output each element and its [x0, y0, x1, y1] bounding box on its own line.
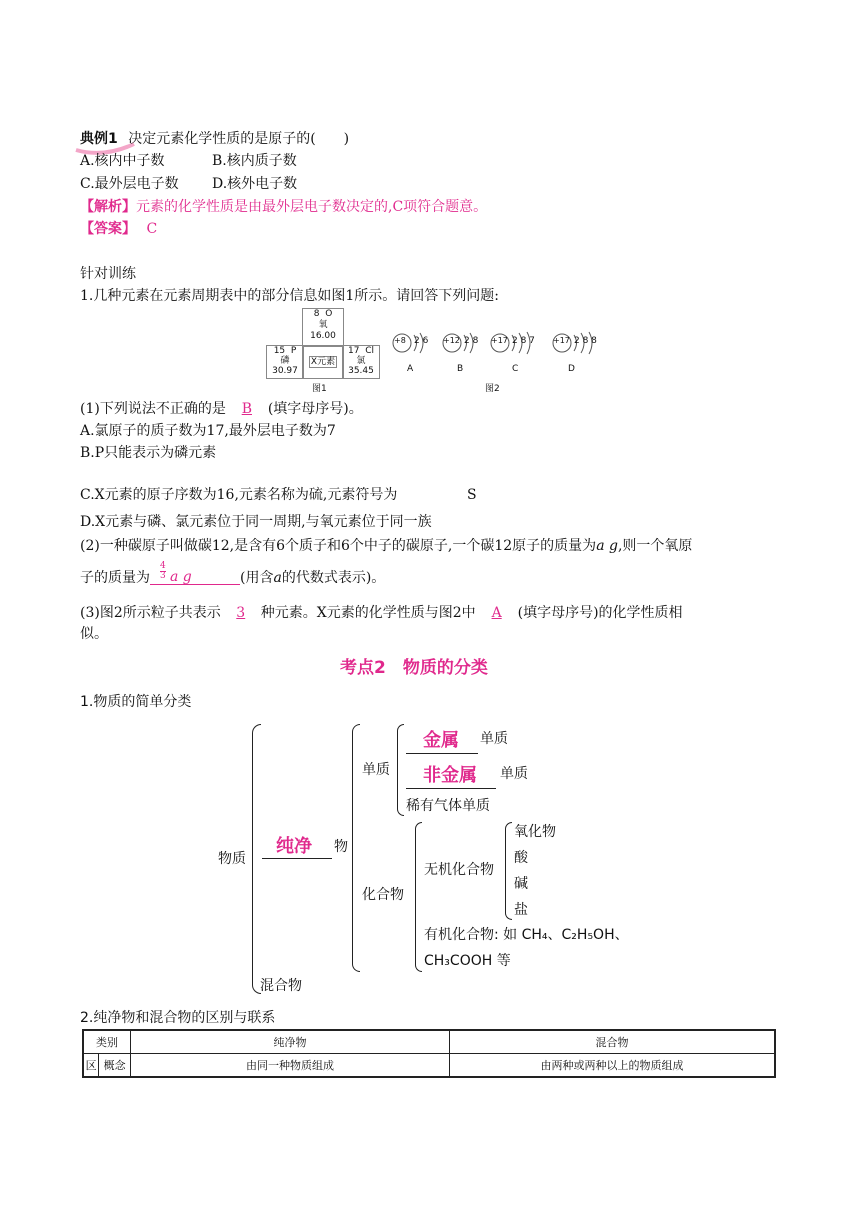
q1-part2-line2: 子的质量为 4 3 a g (用含a的代数式表示)。: [80, 561, 386, 586]
section2-title: 考点2 物质的分类: [340, 658, 488, 678]
element-cell-phosphorus: 15 P 磷 30.97: [266, 345, 304, 379]
table-row: [83, 1054, 775, 1078]
brace-pure: [352, 724, 360, 972]
training-title: 针对训练: [80, 266, 136, 282]
row-mixture-cell: 由两种或两种以上的物质组成: [450, 1054, 776, 1078]
analysis-label: 【解析】: [80, 199, 136, 215]
example-analysis: [80, 197, 487, 217]
answer-value: C: [146, 221, 158, 237]
atom-a: +8 2 6 A: [392, 331, 438, 359]
p3-answer1: 3: [236, 605, 246, 621]
tree-inorganic: 无机化合物: [424, 862, 494, 878]
atom-b: +12 2 8 B: [442, 331, 488, 359]
comparison-table: [82, 1029, 776, 1078]
brace-elemental: [397, 724, 404, 816]
statement-c-symbol: S: [467, 487, 477, 503]
q1-part3-line1: (3)图2所示粒子共表示 3 种元素。X元素的化学性质与图2中 A (填字母序号)的化学性质相: [80, 605, 683, 621]
figure1-caption: 图1: [312, 384, 327, 394]
example-option-d: D.核外电子数: [212, 176, 298, 192]
p2-fraction: 4 3: [160, 561, 166, 581]
p2-answer: 4 3 a g: [150, 568, 240, 585]
row-group-label: 区: [83, 1054, 99, 1078]
example-answer: [80, 219, 157, 239]
statement-b: B.P只能表示为磷元素: [80, 445, 217, 461]
tree-compound: 化合物: [362, 887, 404, 903]
atom-d: +17 2 8 8 D: [552, 331, 608, 359]
answer-label: 【答案】: [80, 221, 136, 237]
section2-sub1: 1.物质的简单分类: [80, 694, 192, 710]
tree-salt: 盐: [514, 902, 528, 918]
header-mixture: 混合物: [450, 1030, 776, 1054]
table-header-row: [83, 1030, 775, 1054]
example-options-row2: [80, 174, 298, 194]
header-pure: 纯净物: [131, 1030, 450, 1054]
row-pure-cell: 由同一种物质组成: [131, 1054, 450, 1078]
nonmetal-answer-line: [406, 788, 496, 789]
row-label: 概念: [99, 1054, 131, 1078]
statement-d: D.X元素与磷、氯元素位于同一周期,与氧元素位于同一族: [80, 514, 432, 530]
tree-acid: 酸: [514, 850, 528, 866]
tree-oxide: 氧化物: [514, 824, 556, 840]
statement-a: A.氯原子的质子数为17,最外层电子数为7: [80, 423, 336, 439]
pure-answer: 纯净: [276, 836, 312, 857]
tree-organic-line2: CH₃COOH 等: [424, 953, 511, 969]
tree-elemental: 单质: [362, 762, 390, 778]
atom-c: +17 2 8 7 C: [490, 331, 546, 359]
metal-suffix: 单质: [480, 731, 508, 747]
tree-mixture: 混合物: [260, 978, 302, 994]
analysis-text: 元素的化学性质是由最外层电子数决定的,C项符合题意。: [136, 199, 488, 215]
section2-sub2: 2.纯净物和混合物的区别与联系: [80, 1010, 276, 1026]
element-cell-chlorine: 17 Cl 氯 35.45: [342, 345, 380, 379]
q1-part3-line2: 似。: [80, 626, 108, 642]
atom-a-group: [392, 331, 642, 391]
pure-answer-line: [262, 858, 332, 859]
header-category: 类别: [83, 1030, 131, 1054]
q1-part2-line1: (2)一种碳原子叫做碳12,是含有6个质子和6个中子的碳原子,一个碳12原子的质量为a g,则一个氧原: [80, 538, 693, 554]
tree-base: 碱: [514, 876, 528, 892]
example-option-c: C.最外层电子数: [80, 176, 179, 192]
example-option-a: A.核内中子数: [80, 153, 165, 169]
example-question-line: [80, 129, 349, 149]
p1-answer: B: [241, 401, 252, 417]
nonmetal-answer: 非金属: [423, 765, 477, 786]
example-options-row1: [80, 151, 297, 171]
example-option-b: B.核内质子数: [212, 153, 297, 169]
example-tag: 典例1: [80, 131, 118, 147]
brace-root: [252, 724, 261, 994]
element-cell-oxygen: 8 O 氧 16.00: [302, 308, 344, 347]
brace-inorganic: [505, 822, 512, 920]
example-question: 决定元素化学性质的是原子的( ): [128, 131, 350, 147]
training-q1: 1.几种元素在元素周期表中的部分信息如图1所示。请回答下列问题:: [80, 288, 499, 304]
element-cell-x: X元素: [302, 345, 344, 379]
tree-noble: 稀有气体单质: [406, 798, 490, 814]
metal-answer-line: [406, 753, 478, 754]
figure2-caption: 图2: [485, 384, 500, 394]
metal-answer: 金属: [423, 730, 459, 751]
tree-root: 物质: [218, 851, 246, 867]
q1-part1: (1)下列说法不正确的是 B (填字母序号)。: [80, 401, 363, 417]
p3-answer2: A: [491, 605, 502, 621]
nonmetal-suffix: 单质: [500, 766, 528, 782]
brace-compound: [415, 822, 422, 972]
tree-organic-line1: 有机化合物: 如 CH₄、C₂H₅OH、: [424, 927, 629, 943]
pure-suffix: 物: [334, 839, 348, 855]
statement-c: C.X元素的原子序数为16,元素名称为硫,元素符号为 S: [80, 487, 477, 503]
